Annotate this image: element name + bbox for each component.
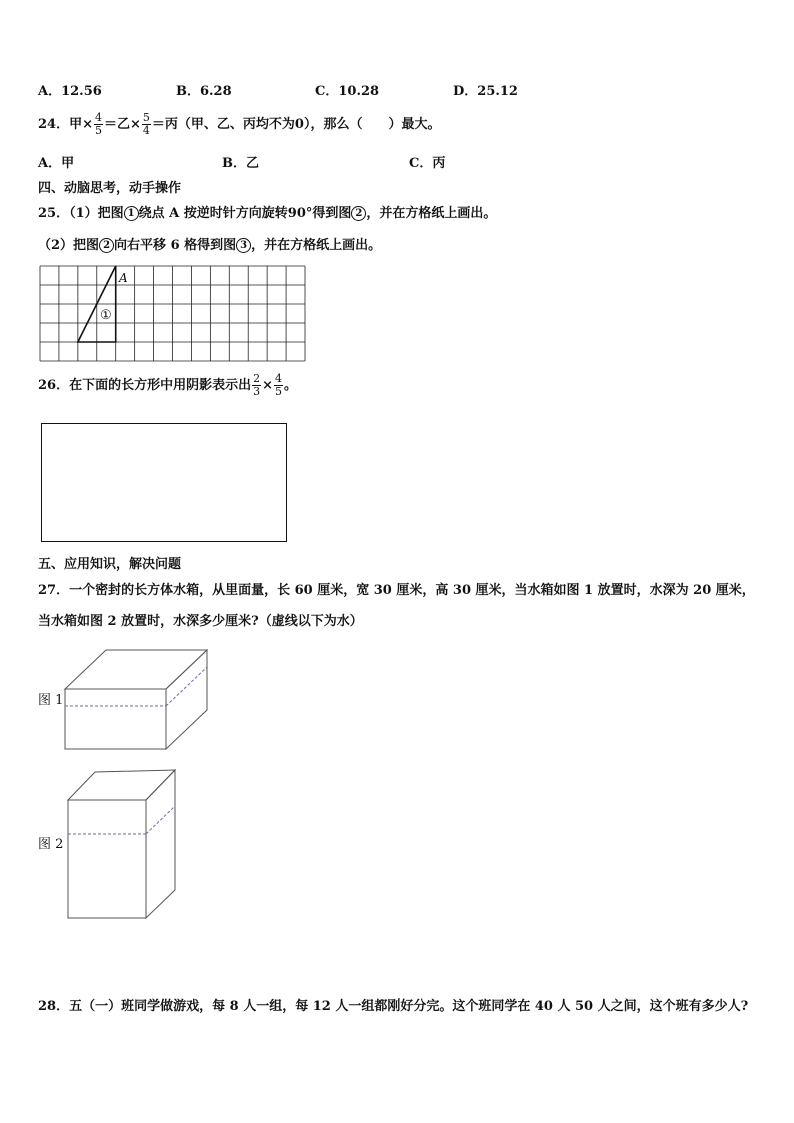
fraction-5-4: $\frac{5}{4}$ — [142, 111, 150, 137]
shape-one-label: ① — [100, 308, 112, 323]
grid-paper — [40, 266, 310, 366]
text: 甲 — [69, 117, 83, 132]
figure-1-label: 图 1 — [38, 693, 64, 708]
option-a: A．甲 — [38, 156, 75, 171]
option-d: D．25.12 — [453, 84, 518, 99]
fraction-4-5: $\frac{4}{5}$ — [275, 372, 282, 398]
circled-three-icon: 3 — [236, 238, 251, 253]
question-27-line1: 27．一个密封的长方体水箱，从里面量，长 60 厘米，宽 30 厘米，高 30 厘米，当水箱如图 1 放置时，水深为 20 厘米， — [38, 583, 755, 598]
fraction-2-3: $\frac{2}{3}$ — [253, 372, 261, 398]
fraction-4-5: $\frac{4}{5}$ — [95, 111, 103, 137]
circled-one-icon: 1 — [124, 206, 139, 221]
text: ＝乙× — [104, 117, 141, 132]
figure-2-box — [62, 766, 192, 926]
question-number: 24． — [38, 117, 70, 132]
circled-two-icon: 2 — [99, 238, 114, 253]
point-a-label: A — [119, 271, 128, 285]
option-b: B．乙 — [222, 156, 259, 171]
question-26: 26．在下面的长方形中用阴影表示出 $\frac{2}{3}$ × $\frac{4}{5}$ 。 — [38, 372, 298, 398]
section-heading: 四、动脑思考，动手操作 — [38, 181, 182, 196]
blank-rectangle[interactable] — [41, 423, 287, 542]
section-heading: 五、应用知识，解决问题 — [38, 557, 182, 572]
figure-2-label: 图 2 — [38, 837, 64, 852]
question-25-part2: （2）把图 2 向右平移 6 格得到图 3 ，并在方格纸上画出。 — [38, 238, 382, 253]
option-a: A．12.56 — [38, 84, 102, 99]
figure-1-box — [60, 645, 220, 755]
text: ＝丙（甲、乙、丙均不为0），那么（ ）最大。 — [151, 117, 441, 132]
question-25-part1: 25．（1）把图 1 绕点 A 按逆时针方向旋转90°得到图 2 ，并在方格纸上画出。 — [38, 206, 497, 221]
option-c: C．10.28 — [315, 84, 380, 99]
option-c: C．丙 — [409, 156, 446, 171]
option-b: B．6.28 — [176, 84, 232, 99]
circled-two-icon: 2 — [351, 206, 366, 221]
question-27-line2: 当水箱如图 2 放置时，水深多少厘米?（虚线以下为水） — [38, 614, 363, 629]
question-24: 24．甲× $\frac{4}{5}$ ＝乙× $\frac{5}{4}$ ＝丙（甲、乙、丙均不为0），那么（ ）最大。 — [38, 111, 441, 137]
question-28: 28．五（一）班同学做游戏，每 8 人一组，每 12 人一组都刚好分完。这个班同学在 40 人 50 人之间，这个班有多少人? — [38, 999, 749, 1014]
